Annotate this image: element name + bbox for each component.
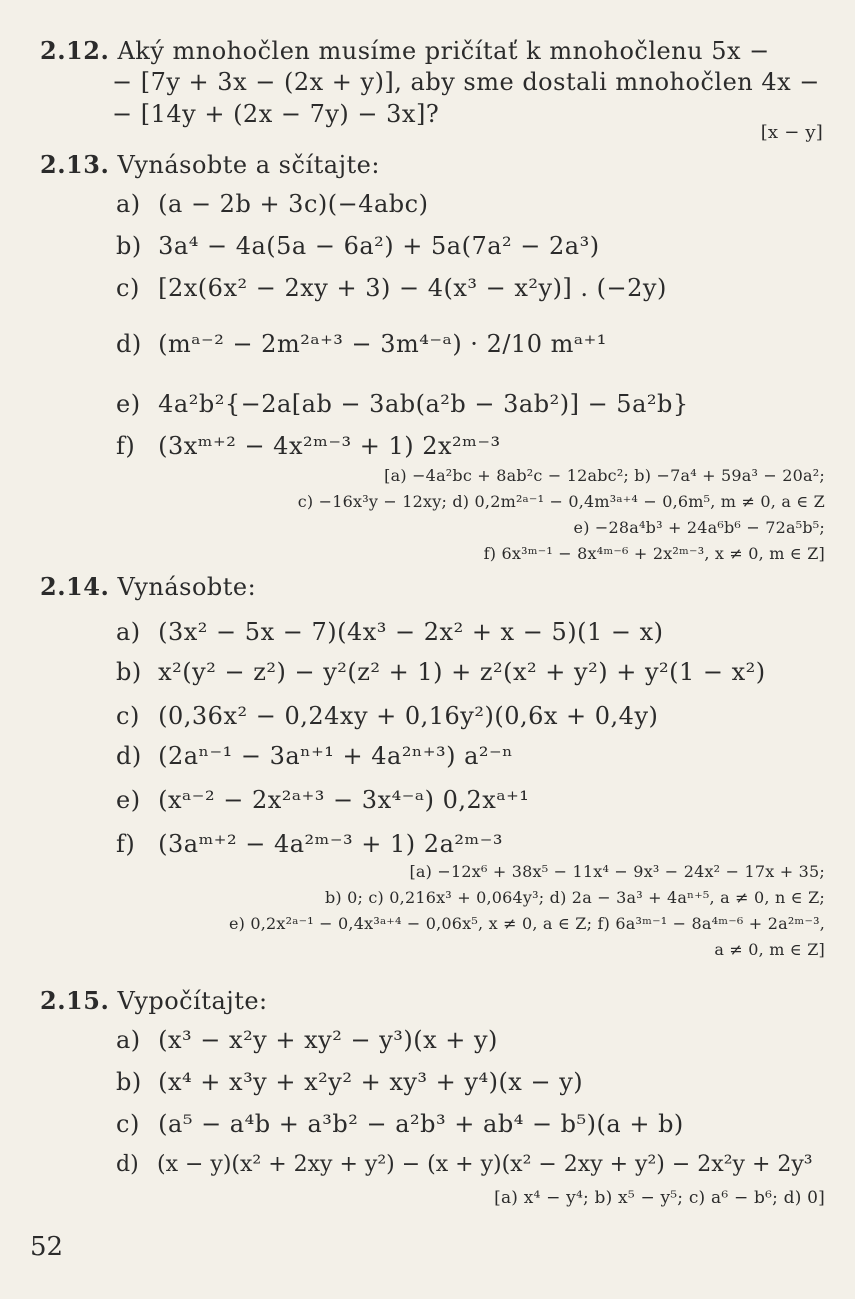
item-2-15-b [116,1068,583,1096]
item-text: [2x(6x² − 2xy + 3) − 4(x³ − x²y)] . (−2y) [158,274,667,302]
item-2-14-f [116,830,503,858]
item-text: (3aᵐ⁺² − 4a²ᵐ⁻³ + 1) 2a²ᵐ⁻³ [158,830,503,858]
item-2-14-c [116,702,658,730]
problem-2-12-line1 [40,36,770,65]
item-text: (mᵃ⁻² − 2m²ᵃ⁺³ − 3m⁴⁻ᵃ) · 2/10 mᵃ⁺¹ [158,330,607,358]
item-label: d) [116,1152,139,1177]
item-2-13-f [116,432,501,460]
item-text: 3a⁴ − 4a(5a − 6a²) + 5a(7a² − 2a³) [158,232,600,260]
item-label: f) [116,432,136,460]
problem-text: Vynásobte a sčítajte: [117,151,380,179]
item-2-13-e [116,390,689,418]
item-2-13-a [116,190,428,218]
answer-2-13-line3: e) −28a⁴b³ + 24a⁶b⁶ − 72a⁵b⁵; [573,518,825,537]
item-text: (a − 2b + 3c)(−4abc) [158,190,429,218]
item-label: b) [116,1068,142,1096]
item-label: e) [116,390,141,418]
item-2-15-a [116,1026,498,1054]
item-2-15-d [116,1152,813,1177]
item-2-14-e [116,786,529,814]
item-label: c) [116,1110,140,1138]
item-label: b) [116,232,142,260]
problem-2-12-line2: − [7y + 3x − (2x + y)], aby sme dostali mnohočlen 4x − [112,68,820,96]
item-text: (xᵃ⁻² − 2x²ᵃ⁺³ − 3x⁴⁻ᵃ) 0,2xᵃ⁺¹ [158,786,530,814]
item-2-15-c [116,1110,684,1138]
problem-text: Aký mnohočlen musíme pričítať k mnohočlenu 5x − [117,37,770,65]
item-label: e) [116,786,141,814]
item-label: d) [116,330,142,358]
item-text: (x³ − x²y + xy² − y³)(x + y) [158,1026,498,1054]
answer-2-14-line1: [a) −12x⁶ + 38x⁵ − 11x⁴ − 9x³ − 24x² − 17x + 35; [409,862,825,881]
problem-number: 2.12. [40,36,110,65]
item-label: f) [116,830,136,858]
problem-2-12-line3: − [14y + (2x − 7y) − 3x]? [112,100,440,128]
item-label: a) [116,1026,141,1054]
item-text: (x − y)(x² + 2xy + y²) − (x + y)(x² − 2xy + y²) − 2x²y + 2y³ [157,1152,813,1177]
item-2-14-b [116,658,766,686]
item-label: a) [116,190,141,218]
answer-2-13-line2: c) −16x³y − 12xy; d) 0,2m²ᵃ⁻¹ − 0,4m³ᵃ⁺⁴ − 0,6m⁵, m ≠ 0, a ∈ Z [297,492,825,511]
problem-2-14-title [40,572,256,601]
page-number: 52 [30,1232,64,1262]
item-2-14-d [116,742,513,770]
problem-text: Vypočítajte: [117,987,268,1015]
problem-number: 2.15. [40,986,110,1015]
answer-2-13-line1: [a) −4a²bc + 8ab²c − 12abc²; b) −7a⁴ + 59a³ − 20a²; [384,466,825,485]
item-2-13-d [116,330,607,358]
problem-2-12-answer: [x − y] [760,122,823,143]
item-2-13-c [116,274,667,302]
item-label: c) [116,274,140,302]
answer-2-15: [a) x⁴ − y⁴; b) x⁵ − y⁵; c) a⁶ − b⁶; d) 0] [494,1188,825,1208]
problem-2-13-title [40,150,380,179]
item-text: (0,36x² − 0,24xy + 0,16y²)(0,6x + 0,4y) [158,702,659,730]
item-label: a) [116,618,141,646]
item-text: (3xᵐ⁺² − 4x²ᵐ⁻³ + 1) 2x²ᵐ⁻³ [158,432,501,460]
item-text: (2aⁿ⁻¹ − 3aⁿ⁺¹ + 4a²ⁿ⁺³) a²⁻ⁿ [158,742,514,770]
problem-number: 2.14. [40,572,110,601]
item-text: x²(y² − z²) − y²(z² + 1) + z²(x² + y²) + y²(1 − x²) [158,658,766,686]
answer-2-14-line4: a ≠ 0, m ∈ Z] [714,940,825,959]
item-label: d) [116,742,142,770]
item-text: (a⁵ − a⁴b + a³b² − a²b³ + ab⁴ − b⁵)(a + b) [158,1110,684,1138]
answer-2-13-line4: f) 6x³ᵐ⁻¹ − 8x⁴ᵐ⁻⁶ + 2x²ᵐ⁻³, x ≠ 0, m ∈ Z] [483,544,825,563]
item-text: (3x² − 5x − 7)(4x³ − 2x² + x − 5)(1 − x) [158,618,664,646]
item-2-14-a [116,618,663,646]
item-label: c) [116,702,140,730]
problem-text: Vynásobte: [117,573,257,601]
problem-2-15-title [40,986,268,1015]
answer-2-14-line3: e) 0,2x²ᵃ⁻¹ − 0,4x³ᵃ⁺⁴ − 0,06x⁵, x ≠ 0, a ∈ Z; f) 6a³ᵐ⁻¹ − 8a⁴ᵐ⁻⁶ + 2a²ᵐ⁻³, [228,914,825,933]
item-text: (x⁴ + x³y + x²y² + xy³ + y⁴)(x − y) [158,1068,584,1096]
item-text: 4a²b²{−2a[ab − 3ab(a²b − 3ab²)] − 5a²b} [158,390,689,418]
problem-number: 2.13. [40,150,110,179]
answer-2-14-line2: b) 0; c) 0,216x³ + 0,064y³; d) 2a − 3a³ + 4aⁿ⁺⁵, a ≠ 0, n ∈ Z; [324,888,825,907]
item-2-13-b [116,232,600,260]
item-label: b) [116,658,142,686]
